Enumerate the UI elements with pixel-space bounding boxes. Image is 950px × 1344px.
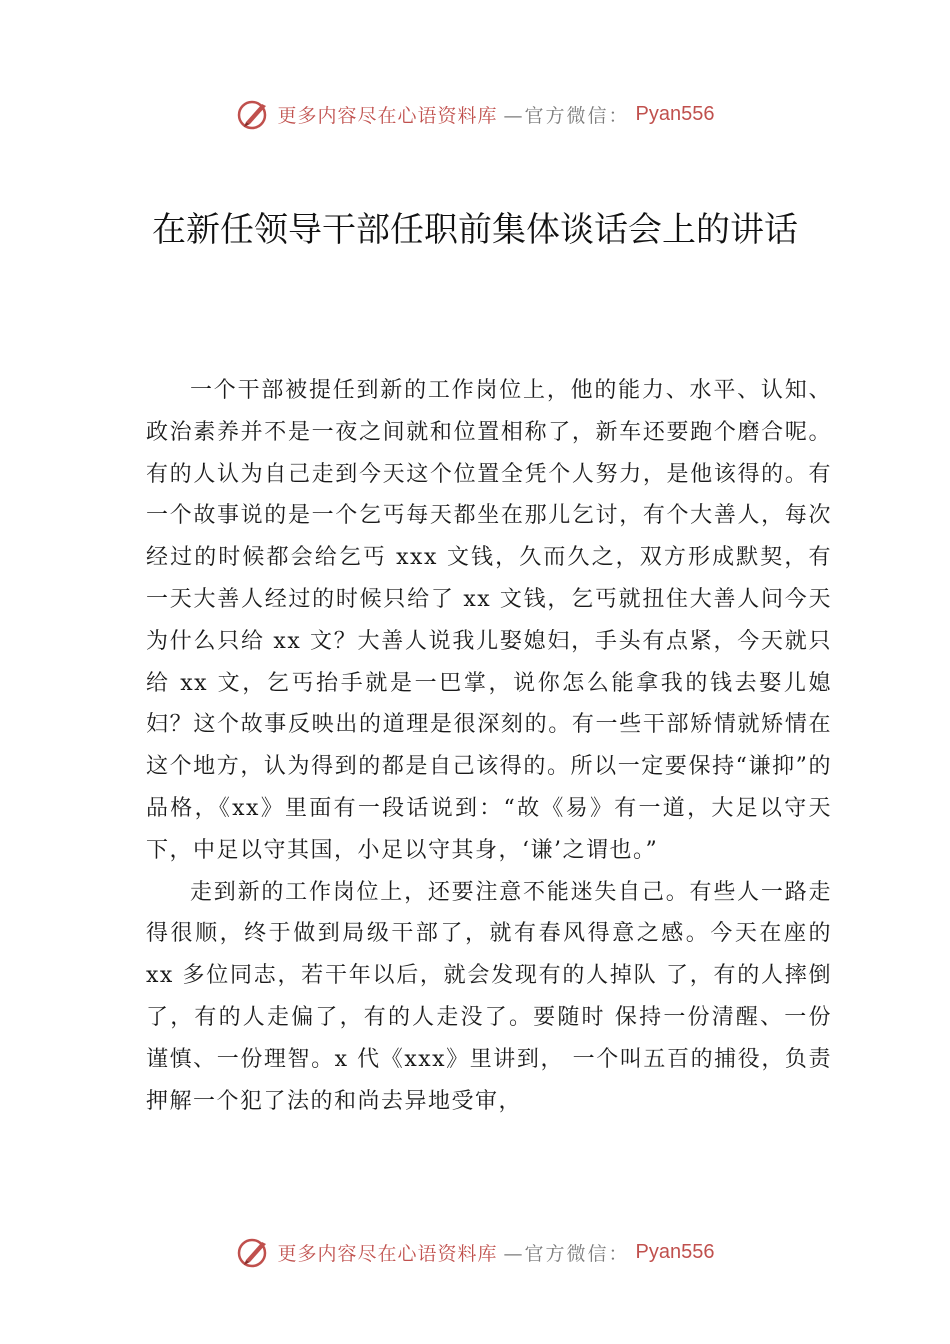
banner-wechat-id: Pyan556 — [635, 102, 715, 125]
banner-library-text: 更多内容尽在心语资料库 — [277, 1242, 498, 1265]
document-body — [146, 370, 832, 1122]
paragraph-2: 走到新的工作岗位上，还要注意不能迷失自己。有些人一路走得很顺，终于做到局级干部了，就有春风得意之感。今天在座的 xx 多位同志，若干年以后，就会发现有的人掉队 了，有的人摔倒了，有的人走偏了，有的人走没了。要随时 保持一份清醒、一份谨慎、一份理智。x 代《xxx》里讲到， 一个叫五百的捕役，负责押解一个犯了法的和尚去异地受审， — [146, 879, 832, 1114]
pen-logo-icon — [236, 1234, 272, 1270]
pen-logo-icon — [236, 96, 272, 132]
banner-library-text: 更多内容尽在心语资料库 — [277, 104, 498, 127]
header-banner — [0, 94, 950, 134]
banner-wechat-id: Pyan556 — [635, 1240, 715, 1263]
document-title: 在新任领导干部任职前集体谈话会上的讲话 — [152, 210, 798, 250]
banner-wechat-label: —官方微信： — [503, 1242, 630, 1265]
footer-banner — [0, 1232, 950, 1272]
paragraph-1: 一个干部被提任到新的工作岗位上，他的能力、水平、认知、政治素养并不是一夜之间就和位置相称了，新车还要跑个磨合呢。有的人认为自己走到今天这个位置全凭个人努力，是他该得的。有一个故事说的是一个乞丐每天都坐在那儿乞讨，有个大善人，每次经过的时候都会给乞丐 xxx 文钱，久而久之，双方形成默契，有一天大善人经过的时候只给了 xx 文钱，乞丐就扭住大善人问今天为什么只给 xx 文？大善人说我儿娶媳妇，手头有点紧，今天就只给 xx 文，乞丐抬手就是一巴掌，说你怎么能拿我的钱去娶儿媳妇？这个故事反映出的道理是很深刻的。有一些干部矫情就矫情在这个地方，认为得到的都是自己该得的。所以一定要保持“谦抑”的品格，《xx》里面有一段话说到：“故《易》有一道，大足以守天下，中足以守其国，小足以守其身，‘谦’之谓也。” — [146, 378, 832, 863]
banner-wechat-label: —官方微信： — [503, 104, 630, 127]
